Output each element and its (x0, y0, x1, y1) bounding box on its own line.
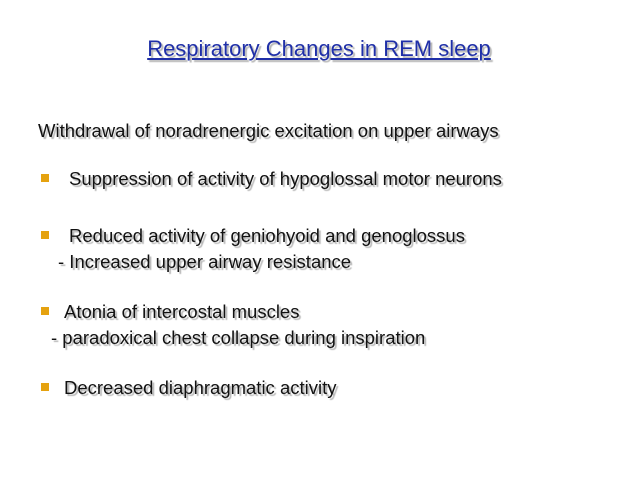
slide-title: Respiratory Changes in REM sleep (147, 36, 491, 61)
bullet-square-icon (41, 383, 49, 391)
intro-line: Withdrawal of noradrenergic excitation on upper airways (38, 120, 499, 141)
list-item-4: Decreased diaphragmatic activity (64, 377, 337, 398)
list-item-2-sub: - Increased upper airway resistance (58, 251, 352, 272)
list-item-3: Atonia of intercostal muscles (64, 301, 300, 322)
list-item-1: Suppression of activity of hypoglossal motor neurons (69, 168, 502, 189)
list-item-2: Reduced activity of geniohyoid and genoglossus (69, 225, 465, 246)
bullet-square-icon (41, 174, 49, 182)
list-item-3-sub: - paradoxical chest collapse during inspiration (51, 327, 426, 348)
bullet-square-icon (41, 307, 49, 315)
bullet-square-icon (41, 231, 49, 239)
